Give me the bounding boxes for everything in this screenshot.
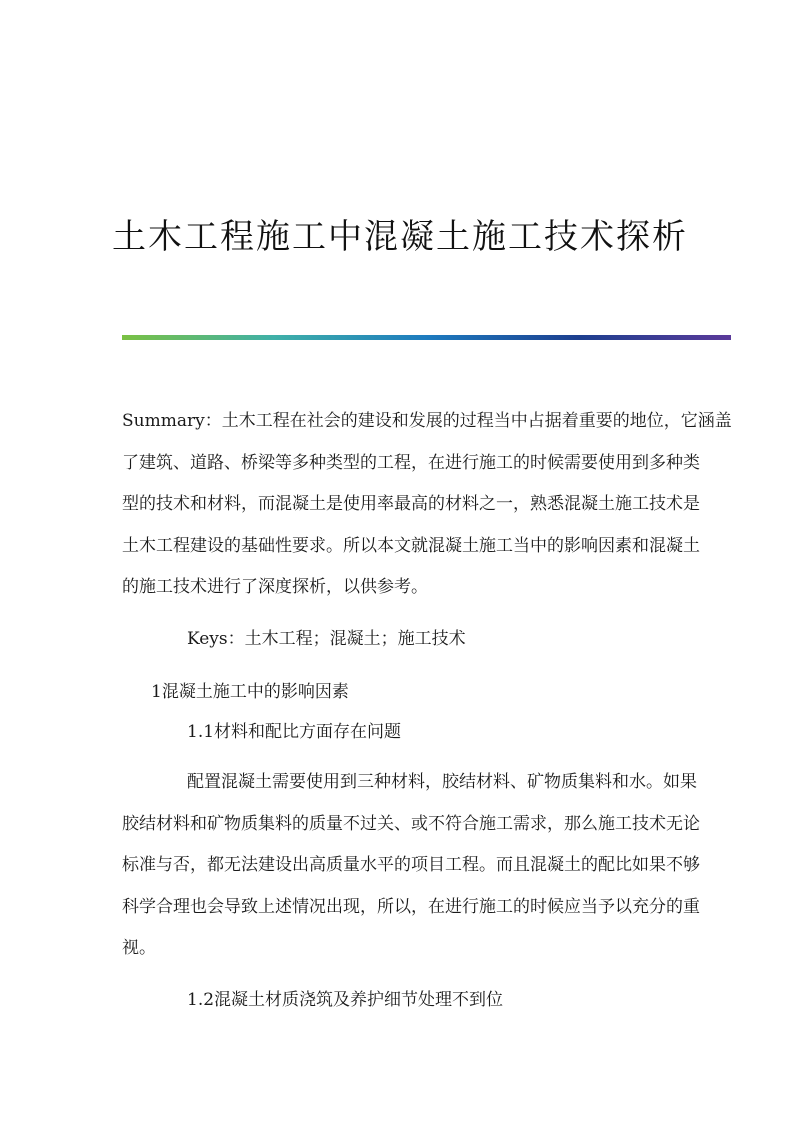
section-1-1-paragraph xyxy=(122,762,700,970)
summary-paragraph xyxy=(122,401,732,609)
section-1-2-heading: 1.2混凝土材质浇筑及养护细节处理不到位 xyxy=(187,990,504,1010)
keywords-line: Keys：土木工程；混凝土；施工技术 xyxy=(187,629,466,649)
section-1-heading: 1混凝土施工中的影响因素 xyxy=(151,682,349,702)
summary-line: 了建筑、道路、桥梁等多种类型的工程，在进行施工的时候需要使用到多种类 xyxy=(122,452,700,473)
summary-line: 土木工程建设的基础性要求。所以本文就混凝土施工当中的影响因素和混凝土 xyxy=(122,535,700,556)
title-divider xyxy=(122,335,731,340)
section-1-1-heading: 1.1材料和配比方面存在问题 xyxy=(187,722,402,742)
summary-line: 型的技术和材料，而混凝土是使用率最高的材料之一，熟悉混凝土施工技术是 xyxy=(122,494,700,514)
document-title: 土木工程施工中混凝土施工技术探析 xyxy=(112,216,688,257)
paragraph-line: 科学合理也会导致上述情况出现，所以，在进行施工的时候应当予以充分的重 xyxy=(122,896,700,917)
summary-line: Summary：土木工程在社会的建设和发展的过程当中占据着重要的地位，它涵盖 xyxy=(122,411,732,431)
summary-line: 的施工技术进行了深度探析，以供参考。 xyxy=(122,577,428,597)
paragraph-line: 视。 xyxy=(122,938,156,958)
paragraph-line: 标准与否，都无法建设出高质量水平的项目工程。而且混凝土的配比如果不够 xyxy=(122,855,700,875)
paragraph-line: 胶结材料和矿物质集料的质量不过关、或不符合施工需求，那么施工技术无论 xyxy=(122,813,700,834)
paragraph-line: 配置混凝土需要使用到三种材料，胶结材料、矿物质集料和水。如果 xyxy=(187,772,697,792)
